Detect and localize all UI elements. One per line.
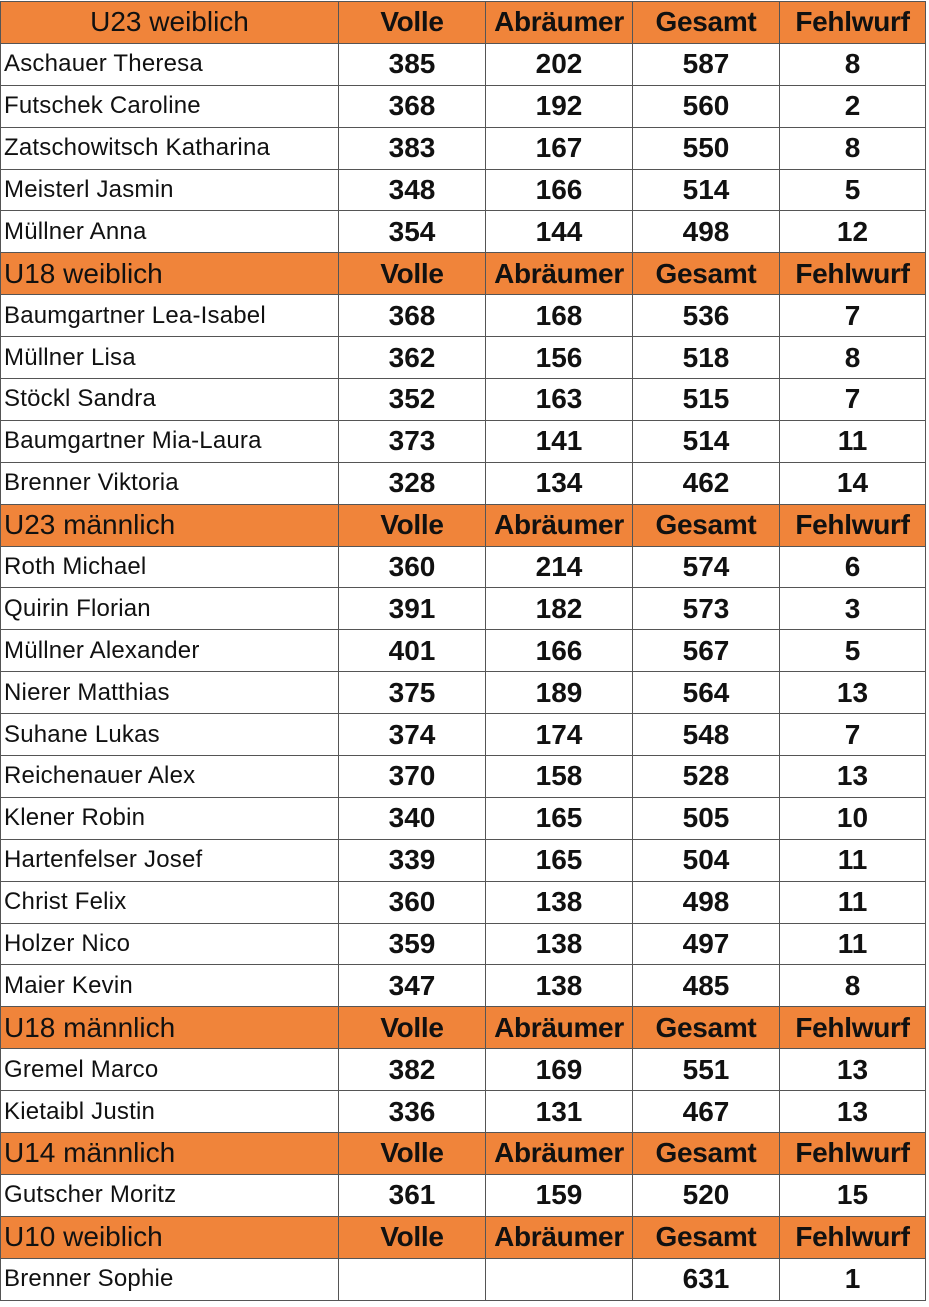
column-header-fehlwurf: Fehlwurf — [780, 1216, 926, 1258]
cell-volle — [339, 1258, 486, 1300]
cell-volle: 385 — [339, 43, 486, 85]
column-header-abraeumer: Abräumer — [486, 1007, 633, 1049]
table-row — [1, 923, 926, 965]
cell-fehlwurf: 14 — [780, 462, 926, 504]
column-header-volle: Volle — [339, 253, 486, 295]
table-row — [1, 839, 926, 881]
section-title: U10 weiblich — [1, 1216, 339, 1258]
cell-abraeumer: 131 — [486, 1091, 633, 1133]
player-name: Reichenauer Alex — [1, 756, 339, 798]
cell-gesamt: 564 — [633, 672, 780, 714]
table-row — [1, 169, 926, 211]
section-header-row — [1, 2, 926, 44]
table-row — [1, 1174, 926, 1216]
player-name: Baumgartner Mia-Laura — [1, 420, 339, 462]
cell-abraeumer — [486, 1258, 633, 1300]
cell-volle: 347 — [339, 965, 486, 1007]
player-name: Christ Felix — [1, 881, 339, 923]
table-row — [1, 379, 926, 421]
cell-volle: 373 — [339, 420, 486, 462]
cell-abraeumer: 202 — [486, 43, 633, 85]
cell-gesamt: 551 — [633, 1049, 780, 1091]
cell-abraeumer: 144 — [486, 211, 633, 253]
table-row — [1, 85, 926, 127]
results-table-body — [1, 2, 926, 1301]
column-header-fehlwurf: Fehlwurf — [780, 253, 926, 295]
player-name: Roth Michael — [1, 546, 339, 588]
cell-fehlwurf: 11 — [780, 839, 926, 881]
cell-volle: 352 — [339, 379, 486, 421]
cell-gesamt: 574 — [633, 546, 780, 588]
cell-abraeumer: 214 — [486, 546, 633, 588]
cell-gesamt: 528 — [633, 756, 780, 798]
cell-volle: 360 — [339, 546, 486, 588]
player-name: Futschek Caroline — [1, 85, 339, 127]
cell-volle: 359 — [339, 923, 486, 965]
column-header-volle: Volle — [339, 1007, 486, 1049]
table-row — [1, 672, 926, 714]
cell-abraeumer: 165 — [486, 839, 633, 881]
cell-gesamt: 560 — [633, 85, 780, 127]
section-header-row — [1, 253, 926, 295]
cell-volle: 340 — [339, 797, 486, 839]
table-row — [1, 1049, 926, 1091]
column-header-abraeumer: Abräumer — [486, 1133, 633, 1175]
cell-gesamt: 548 — [633, 714, 780, 756]
cell-fehlwurf: 8 — [780, 965, 926, 1007]
cell-abraeumer: 167 — [486, 127, 633, 169]
cell-abraeumer: 138 — [486, 881, 633, 923]
cell-fehlwurf: 13 — [780, 1049, 926, 1091]
cell-fehlwurf: 8 — [780, 43, 926, 85]
cell-fehlwurf: 5 — [780, 169, 926, 211]
cell-fehlwurf: 13 — [780, 756, 926, 798]
player-name: Müllner Anna — [1, 211, 339, 253]
table-row — [1, 756, 926, 798]
cell-gesamt: 520 — [633, 1174, 780, 1216]
player-name: Klener Robin — [1, 797, 339, 839]
cell-gesamt: 518 — [633, 337, 780, 379]
cell-gesamt: 498 — [633, 881, 780, 923]
cell-gesamt: 567 — [633, 630, 780, 672]
column-header-fehlwurf: Fehlwurf — [780, 2, 926, 44]
cell-fehlwurf: 10 — [780, 797, 926, 839]
cell-abraeumer: 169 — [486, 1049, 633, 1091]
section-title: U18 weiblich — [1, 253, 339, 295]
column-header-gesamt: Gesamt — [633, 1216, 780, 1258]
cell-volle: 354 — [339, 211, 486, 253]
cell-volle: 348 — [339, 169, 486, 211]
cell-gesamt: 587 — [633, 43, 780, 85]
table-row — [1, 881, 926, 923]
column-header-gesamt: Gesamt — [633, 2, 780, 44]
cell-volle: 401 — [339, 630, 486, 672]
cell-volle: 375 — [339, 672, 486, 714]
cell-abraeumer: 165 — [486, 797, 633, 839]
cell-abraeumer: 182 — [486, 588, 633, 630]
section-title: U23 weiblich — [1, 2, 339, 44]
player-name: Suhane Lukas — [1, 714, 339, 756]
section-header-row — [1, 504, 926, 546]
cell-abraeumer: 168 — [486, 295, 633, 337]
cell-gesamt: 573 — [633, 588, 780, 630]
cell-fehlwurf: 2 — [780, 85, 926, 127]
player-name: Hartenfelser Josef — [1, 839, 339, 881]
cell-volle: 336 — [339, 1091, 486, 1133]
cell-gesamt: 462 — [633, 462, 780, 504]
cell-fehlwurf: 8 — [780, 127, 926, 169]
cell-gesamt: 514 — [633, 169, 780, 211]
cell-volle: 339 — [339, 839, 486, 881]
player-name: Zatschowitsch Katharina — [1, 127, 339, 169]
column-header-gesamt: Gesamt — [633, 1007, 780, 1049]
cell-fehlwurf: 7 — [780, 714, 926, 756]
column-header-abraeumer: Abräumer — [486, 504, 633, 546]
cell-fehlwurf: 11 — [780, 923, 926, 965]
cell-abraeumer: 163 — [486, 379, 633, 421]
cell-gesamt: 467 — [633, 1091, 780, 1133]
cell-fehlwurf: 12 — [780, 211, 926, 253]
column-header-volle: Volle — [339, 504, 486, 546]
player-name: Holzer Nico — [1, 923, 339, 965]
table-row — [1, 211, 926, 253]
player-name: Gutscher Moritz — [1, 1174, 339, 1216]
table-row — [1, 630, 926, 672]
cell-abraeumer: 158 — [486, 756, 633, 798]
cell-volle: 368 — [339, 295, 486, 337]
cell-abraeumer: 138 — [486, 923, 633, 965]
cell-abraeumer: 156 — [486, 337, 633, 379]
cell-volle: 361 — [339, 1174, 486, 1216]
cell-gesamt: 498 — [633, 211, 780, 253]
cell-gesamt: 505 — [633, 797, 780, 839]
table-row — [1, 714, 926, 756]
column-header-fehlwurf: Fehlwurf — [780, 1007, 926, 1049]
cell-gesamt: 536 — [633, 295, 780, 337]
cell-fehlwurf: 7 — [780, 295, 926, 337]
column-header-volle: Volle — [339, 1216, 486, 1258]
cell-gesamt: 497 — [633, 923, 780, 965]
player-name: Baumgartner Lea-Isabel — [1, 295, 339, 337]
table-row — [1, 965, 926, 1007]
cell-fehlwurf: 13 — [780, 672, 926, 714]
player-name: Müllner Alexander — [1, 630, 339, 672]
section-header-row — [1, 1133, 926, 1175]
cell-abraeumer: 189 — [486, 672, 633, 714]
section-title: U14 männlich — [1, 1133, 339, 1175]
table-row — [1, 462, 926, 504]
cell-volle: 391 — [339, 588, 486, 630]
player-name: Müllner Lisa — [1, 337, 339, 379]
table-row — [1, 43, 926, 85]
cell-abraeumer: 174 — [486, 714, 633, 756]
player-name: Gremel Marco — [1, 1049, 339, 1091]
player-name: Kietaibl Justin — [1, 1091, 339, 1133]
cell-fehlwurf: 1 — [780, 1258, 926, 1300]
column-header-fehlwurf: Fehlwurf — [780, 1133, 926, 1175]
cell-abraeumer: 166 — [486, 630, 633, 672]
cell-fehlwurf: 8 — [780, 337, 926, 379]
cell-fehlwurf: 6 — [780, 546, 926, 588]
cell-volle: 360 — [339, 881, 486, 923]
table-row — [1, 337, 926, 379]
section-header-row — [1, 1007, 926, 1049]
player-name: Brenner Sophie — [1, 1258, 339, 1300]
table-row — [1, 420, 926, 462]
player-name: Meisterl Jasmin — [1, 169, 339, 211]
cell-abraeumer: 134 — [486, 462, 633, 504]
cell-abraeumer: 138 — [486, 965, 633, 1007]
cell-fehlwurf: 5 — [780, 630, 926, 672]
cell-volle: 362 — [339, 337, 486, 379]
player-name: Stöckl Sandra — [1, 379, 339, 421]
column-header-fehlwurf: Fehlwurf — [780, 504, 926, 546]
cell-fehlwurf: 13 — [780, 1091, 926, 1133]
column-header-abraeumer: Abräumer — [486, 253, 633, 295]
column-header-abraeumer: Abräumer — [486, 2, 633, 44]
table-row — [1, 1258, 926, 1300]
cell-fehlwurf: 7 — [780, 379, 926, 421]
cell-gesamt: 514 — [633, 420, 780, 462]
player-name: Maier Kevin — [1, 965, 339, 1007]
table-row — [1, 1091, 926, 1133]
section-title: U18 männlich — [1, 1007, 339, 1049]
table-row — [1, 797, 926, 839]
cell-abraeumer: 159 — [486, 1174, 633, 1216]
table-row — [1, 546, 926, 588]
column-header-abraeumer: Abräumer — [486, 1216, 633, 1258]
results-table — [0, 1, 926, 1301]
cell-volle: 374 — [339, 714, 486, 756]
cell-gesamt: 631 — [633, 1258, 780, 1300]
cell-volle: 382 — [339, 1049, 486, 1091]
column-header-gesamt: Gesamt — [633, 504, 780, 546]
player-name: Brenner Viktoria — [1, 462, 339, 504]
column-header-volle: Volle — [339, 1133, 486, 1175]
cell-gesamt: 504 — [633, 839, 780, 881]
section-title: U23 männlich — [1, 504, 339, 546]
player-name: Aschauer Theresa — [1, 43, 339, 85]
cell-fehlwurf: 15 — [780, 1174, 926, 1216]
cell-volle: 383 — [339, 127, 486, 169]
section-header-row — [1, 1216, 926, 1258]
cell-gesamt: 550 — [633, 127, 780, 169]
cell-volle: 370 — [339, 756, 486, 798]
cell-abraeumer: 166 — [486, 169, 633, 211]
cell-gesamt: 485 — [633, 965, 780, 1007]
table-row — [1, 295, 926, 337]
cell-abraeumer: 192 — [486, 85, 633, 127]
cell-volle: 328 — [339, 462, 486, 504]
cell-fehlwurf: 3 — [780, 588, 926, 630]
column-header-gesamt: Gesamt — [633, 1133, 780, 1175]
column-header-volle: Volle — [339, 2, 486, 44]
cell-abraeumer: 141 — [486, 420, 633, 462]
player-name: Nierer Matthias — [1, 672, 339, 714]
table-row — [1, 127, 926, 169]
player-name: Quirin Florian — [1, 588, 339, 630]
table-row — [1, 588, 926, 630]
cell-fehlwurf: 11 — [780, 420, 926, 462]
cell-fehlwurf: 11 — [780, 881, 926, 923]
cell-gesamt: 515 — [633, 379, 780, 421]
cell-volle: 368 — [339, 85, 486, 127]
column-header-gesamt: Gesamt — [633, 253, 780, 295]
